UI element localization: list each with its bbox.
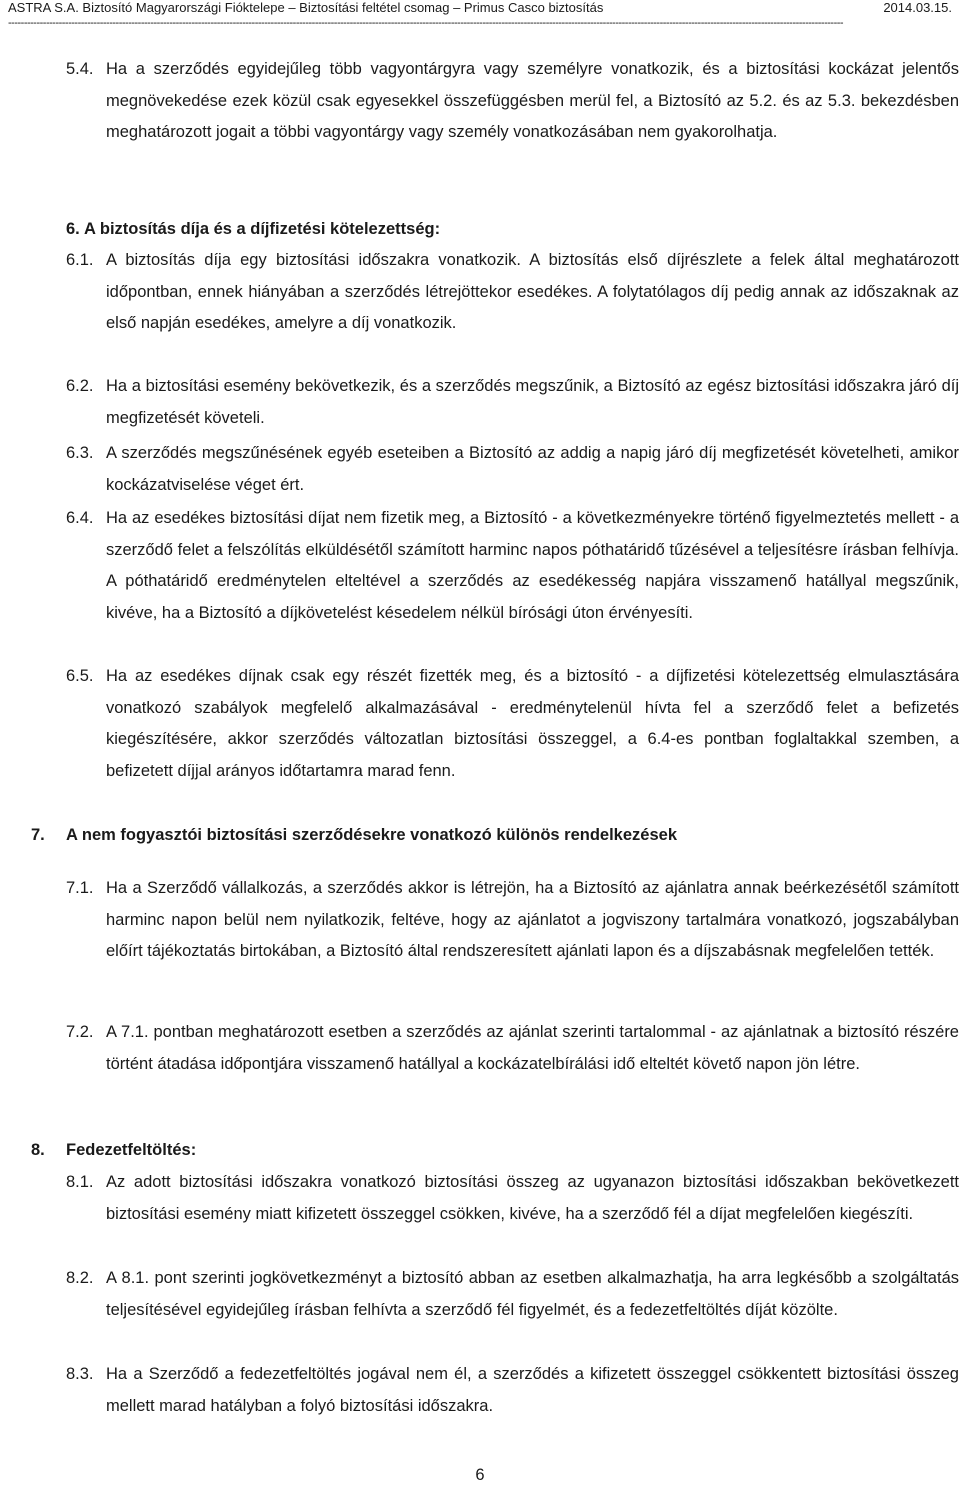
heading-text: A biztosítás díja és a díjfizetési kötelezettség: bbox=[84, 220, 441, 238]
section-heading-7 bbox=[31, 820, 677, 851]
clause-6-1 bbox=[66, 245, 959, 340]
section-heading-8 bbox=[31, 1135, 196, 1166]
clause-number: 7.1. bbox=[66, 879, 94, 897]
clause-7-2 bbox=[66, 1017, 959, 1080]
clause-5-4 bbox=[66, 54, 959, 149]
clause-number: 8.1. bbox=[66, 1173, 94, 1191]
heading-text: Fedezetfeltöltés: bbox=[66, 1141, 197, 1159]
clause-8-3 bbox=[66, 1359, 959, 1422]
header-date: 2014.03.15. bbox=[883, 0, 952, 15]
clause-text: A 7.1. pontban meghatározott esetben a szerződés az ajánlat szerinti tartalommal - az ajánlatnak a biztosító részére történt átadása időpontjára visszamenő hatállyal a kockázatelbírálási idő elteltét követő napon jön létre. bbox=[106, 1023, 959, 1073]
clause-text: Ha a Szerződő a fedezetfeltöltés jogával nem él, a szerződés a kifizetett összeggel csökkentett biztosítási összeg mellett marad hatályban a folyó biztosítási időszakra. bbox=[106, 1365, 959, 1415]
clause-number: 6.2. bbox=[66, 377, 94, 395]
header-separator: ------------------------------------------------------------------------------------------------------------------------------------------------------------------------------------------------------------------------------------------------------------------------ bbox=[8, 18, 844, 28]
heading-number: 6. bbox=[66, 220, 80, 238]
header-title: ASTRA S.A. Biztosító Magyarországi Fióktelepe – Biztosítási feltétel csomag – Primus Casco biztosítás bbox=[8, 0, 604, 15]
heading-number: 8. bbox=[31, 1141, 45, 1159]
clause-6-3 bbox=[66, 438, 959, 501]
clause-number: 8.2. bbox=[66, 1269, 94, 1287]
clause-number: 6.3. bbox=[66, 444, 94, 462]
clause-number: 8.3. bbox=[66, 1365, 94, 1383]
clause-text: Ha az esedékes biztosítási díjat nem fizetik meg, a Biztosító - a következményekre történő figyelmeztetés mellett - a szerződő felet a felszólítás elküldésétől számított harminc napos póthatáridő tűzésével a teljesítésre írásban felhívja. A póthatáridő eredménytelen elteltével a szerződés az esedékesség napjára visszamenő hatállyal megszűnik, kivéve, ha a Biztosító a díjkövetelést késedelem nélkül bírósági úton érvényesíti. bbox=[106, 509, 959, 622]
clause-number: 5.4. bbox=[66, 60, 94, 78]
clause-text: A 8.1. pont szerinti jogkövetkezményt a biztosító abban az esetben alkalmazhatja, ha arra legkésőbb a szolgáltatás teljesítésével egyidejűleg írásban felhívta a szerződő fél figyelmét, és a fedezetfeltöltés díját közölte. bbox=[106, 1269, 959, 1319]
section-heading-6 bbox=[66, 214, 440, 245]
clause-number: 7.2. bbox=[66, 1023, 94, 1041]
clause-text: Ha a Szerződő vállalkozás, a szerződés akkor is létrejön, ha a Biztosító az ajánlatra annak beérkezésétől számított harminc napon belül nem nyilatkozik, feltéve, hogy az ajánlatot a jogviszony tartalmára vonatkozó, jogszabályban előírt tájékoztatás birtokában, a Biztosító által rendszeresített ajánlati lapon és a díjszabásnak megfelelően tették. bbox=[106, 879, 959, 960]
clause-text: Ha a szerződés egyidejűleg több vagyontárgyra vagy személyre vonatkozik, és a biztosítási kockázat jelentős megnövekedése ezek közül csak egyesekkel összefüggésben merül fel, a Biztosító az 5.2. és az 5.3. bekezdésben meghatározott jogait a többi vagyontárgy vagy személy vonatkozásában nem gyakorolhatja. bbox=[106, 60, 959, 141]
clause-6-4 bbox=[66, 503, 959, 629]
heading-text: A nem fogyasztói biztosítási szerződésekre vonatkozó különös rendelkezések bbox=[66, 826, 677, 844]
clause-number: 6.5. bbox=[66, 667, 94, 685]
heading-number: 7. bbox=[31, 826, 45, 844]
clause-text: A biztosítás díja egy biztosítási időszakra vonatkozik. A biztosítás első díjrészlete a felek által meghatározott időpontban, ennek hiányában a szerződés létrejöttekor esedékes. A folytatólagos díj pedig annak az időszaknak az első napján esedékes, amelyre a díj vonatkozik. bbox=[106, 251, 959, 332]
clause-6-5 bbox=[66, 661, 959, 787]
clause-8-1 bbox=[66, 1167, 959, 1230]
clause-7-1 bbox=[66, 873, 959, 968]
clause-6-2 bbox=[66, 371, 959, 434]
clause-number: 6.1. bbox=[66, 251, 94, 269]
clause-text: Az adott biztosítási időszakra vonatkozó biztosítási összeg az ugyanazon biztosítási időszakban bekövetkezett biztosítási esemény miatt kifizetett összeggel csökken, kivéve, ha a szerződő fél a díjat megfelelően kiegészíti. bbox=[106, 1173, 959, 1223]
clause-text: Ha a biztosítási esemény bekövetkezik, és a szerződés megszűnik, a Biztosító az egész biztosítási időszakra járó díj megfizetését követeli. bbox=[106, 377, 959, 427]
clause-number: 6.4. bbox=[66, 509, 94, 527]
clause-8-2 bbox=[66, 1263, 959, 1326]
clause-text: Ha az esedékes díjnak csak egy részét fizették meg, és a biztosító - a díjfizetési kötelezettség elmulasztására vonatkozó szabályok megfelelő alkalmazásával - eredménytelenül hívta fel a szerződő felet a befizetés kiegészítésére, akkor szerződés változatlan biztosítási összeggel, a 6.4-es pontban foglaltakkal szemben, a befizetett díjjal arányos időtartamra marad fenn. bbox=[106, 667, 959, 780]
clause-text: A szerződés megszűnésének egyéb eseteiben a Biztosító az addig a napig járó díj megfizetését követelheti, amikor kockázatviselése véget ért. bbox=[106, 444, 959, 494]
page-number: 6 bbox=[475, 1466, 485, 1484]
